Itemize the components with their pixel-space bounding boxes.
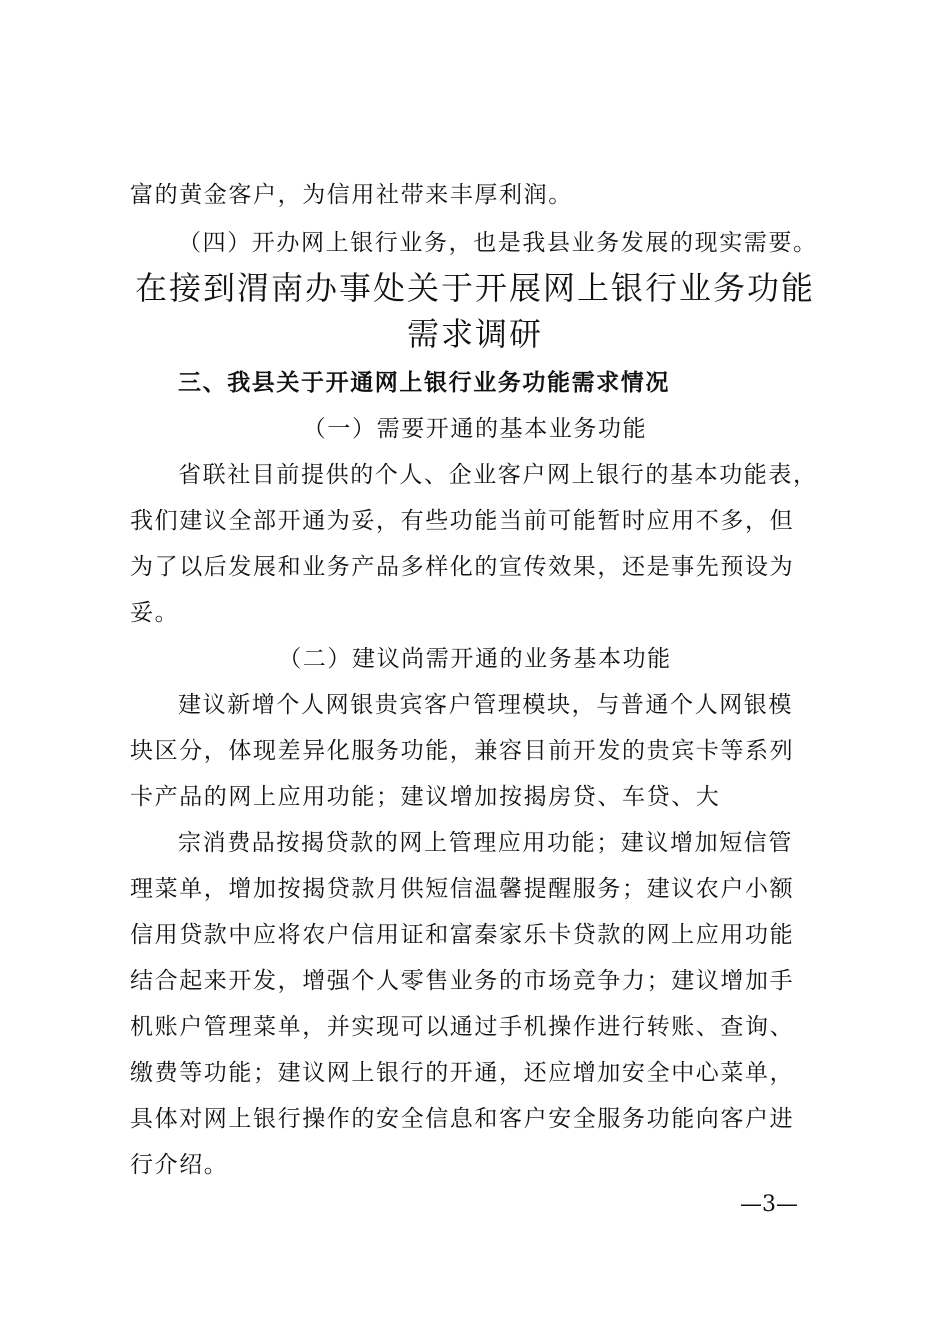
body-text-line: 缴费等功能；建议网上银行的开通，还应增加安全中心菜单， [130, 1060, 795, 1086]
section-heading-3: 三、我县关于开通网上银行业务功能需求情况 [178, 370, 670, 396]
body-text-line: 为了以后发展和业务产品多样化的宣传效果，还是事先预设为 [130, 554, 795, 580]
title-line-1: 在接到渭南办事处关于开展网上银行业务功能 [134, 269, 815, 307]
body-text-line: 具体对网上银行操作的安全信息和客户安全服务功能向客户进 [130, 1106, 795, 1132]
body-text-line: 省联社目前提供的个人、企业客户网上银行的基本功能表， [178, 462, 818, 488]
body-text-line: 妥。 [130, 600, 180, 626]
page-number: —3— [740, 1192, 798, 1217]
body-text-line: 宗消费品按揭贷款的网上管理应用功能；建议增加短信管 [178, 830, 793, 856]
body-text-line: 卡产品的网上应用功能；建议增加按揭房贷、车贷、大 [130, 784, 721, 810]
title-line-2: 需求调研 [406, 315, 543, 353]
body-text-line: 我们建议全部开通为妥，有些功能当前可能暂时应用不多，但 [130, 508, 795, 534]
subsection-heading-2: （二）建议尚需开通的业务基本功能 [278, 646, 672, 672]
body-text-line: 建议新增个人网银贵宾客户管理模块，与普通个人网银模 [178, 692, 793, 718]
subsection-heading-1: （一）需要开通的基本业务功能 [302, 416, 648, 442]
body-text-line: 富的黄金客户，为信用社带来丰厚利润。 [130, 182, 573, 208]
body-text-line: 信用贷款中应将农户信用证和富秦家乐卡贷款的网上应用功能 [130, 922, 795, 948]
body-text-line: 行介绍。 [130, 1152, 229, 1178]
subsection-heading-4: （四）开办网上银行业务，也是我县业务发展的现实需要。 [178, 230, 818, 256]
body-text-line: 结合起来开发，增强个人零售业务的市场竞争力；建议增加手 [130, 968, 795, 994]
body-text-line: 块区分，体现差异化服务功能，兼容目前开发的贵宾卡等系列 [130, 738, 795, 764]
body-text-line: 理菜单，增加按揭贷款月供短信温馨提醒服务；建议农户小额 [130, 876, 795, 902]
body-text-line: 机账户管理菜单，并实现可以通过手机操作进行转账、查询、 [130, 1014, 795, 1040]
